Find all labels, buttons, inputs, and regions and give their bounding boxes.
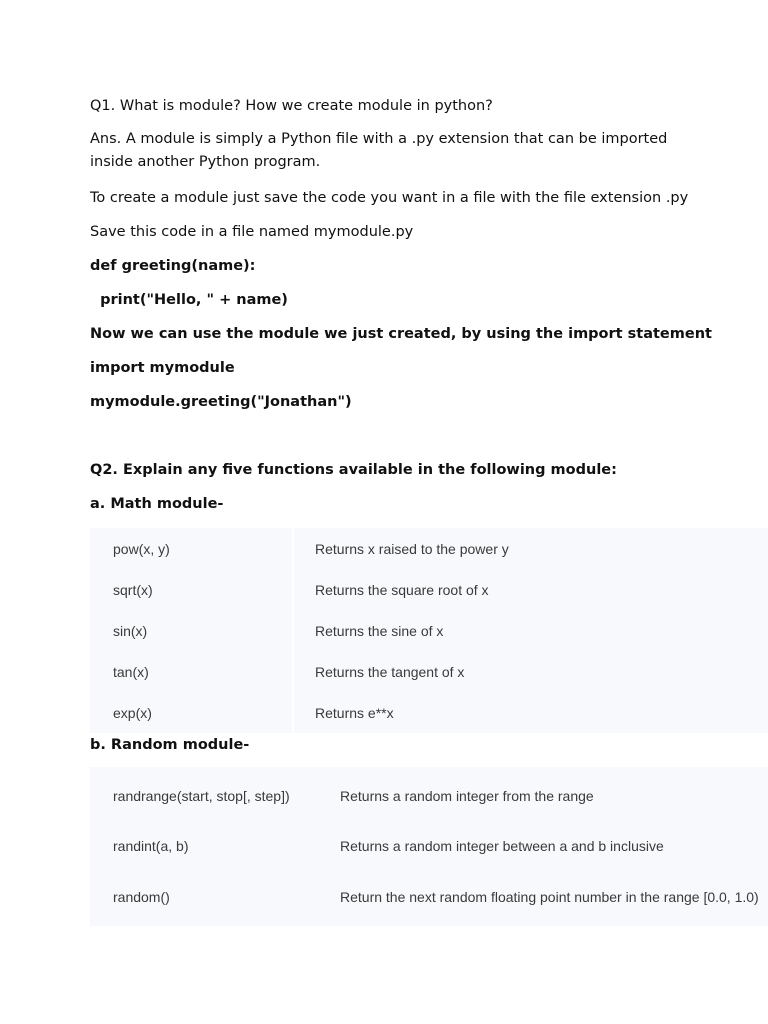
table-row (90, 569, 768, 610)
code-call-line: mymodule.greeting("Jonathan") (90, 394, 352, 410)
q1-save-text: Save this code in a file named mymodule.py (90, 224, 414, 240)
code-import-line: import mymodule (90, 360, 235, 376)
function-description-cell: Returns the square root of x (294, 569, 768, 610)
random-module-heading: b. Random module- (90, 737, 250, 753)
function-description-cell: Returns a random integer from the range (340, 787, 594, 804)
math-functions-table (90, 528, 768, 733)
table-row (90, 825, 768, 868)
function-name-cell: randrange(start, stop[, step]) (113, 787, 290, 804)
table-row (90, 651, 768, 692)
function-description-cell: Returns x raised to the power y (294, 528, 768, 569)
function-description-cell: Returns a random integer between a and b inclusive (340, 838, 664, 854)
function-name-cell: sqrt(x) (90, 569, 292, 610)
table-row (90, 767, 768, 825)
function-description-cell: Returns the tangent of x (294, 651, 768, 692)
function-name-cell: random() (113, 888, 170, 905)
function-name-cell: randint(a, b) (113, 838, 189, 854)
function-description-cell: Returns the sine of x (294, 610, 768, 651)
function-name-cell: pow(x, y) (90, 528, 292, 569)
table-row (90, 610, 768, 651)
table-row (90, 868, 768, 926)
q1-create-text: To create a module just save the code you want in a file with the file extension .py (90, 190, 689, 206)
q1-answer: Ans. A module is simply a Python file with a .py extension that can be imported inside another Python program. (90, 131, 668, 170)
function-name-cell: tan(x) (90, 651, 292, 692)
code-print-line: print("Hello, " + name) (90, 292, 288, 308)
function-name-cell: sin(x) (90, 610, 292, 651)
code-def-line: def greeting(name): (90, 258, 256, 274)
math-module-heading: a. Math module- (90, 496, 224, 512)
function-name-cell: exp(x) (90, 692, 292, 733)
q1-use-text: Now we can use the module we just created, by using the import statement (90, 326, 712, 342)
table-row (90, 692, 768, 733)
random-functions-table (90, 767, 768, 926)
q1-question: Q1. What is module? How we create module in python? (90, 98, 493, 114)
function-description-cell: Return the next random floating point number in the range [0.0, 1.0) (340, 888, 759, 905)
q2-question: Q2. Explain any five functions available in the following module: (90, 462, 617, 478)
function-description-cell: Returns e**x (294, 692, 768, 733)
table-row (90, 528, 768, 569)
